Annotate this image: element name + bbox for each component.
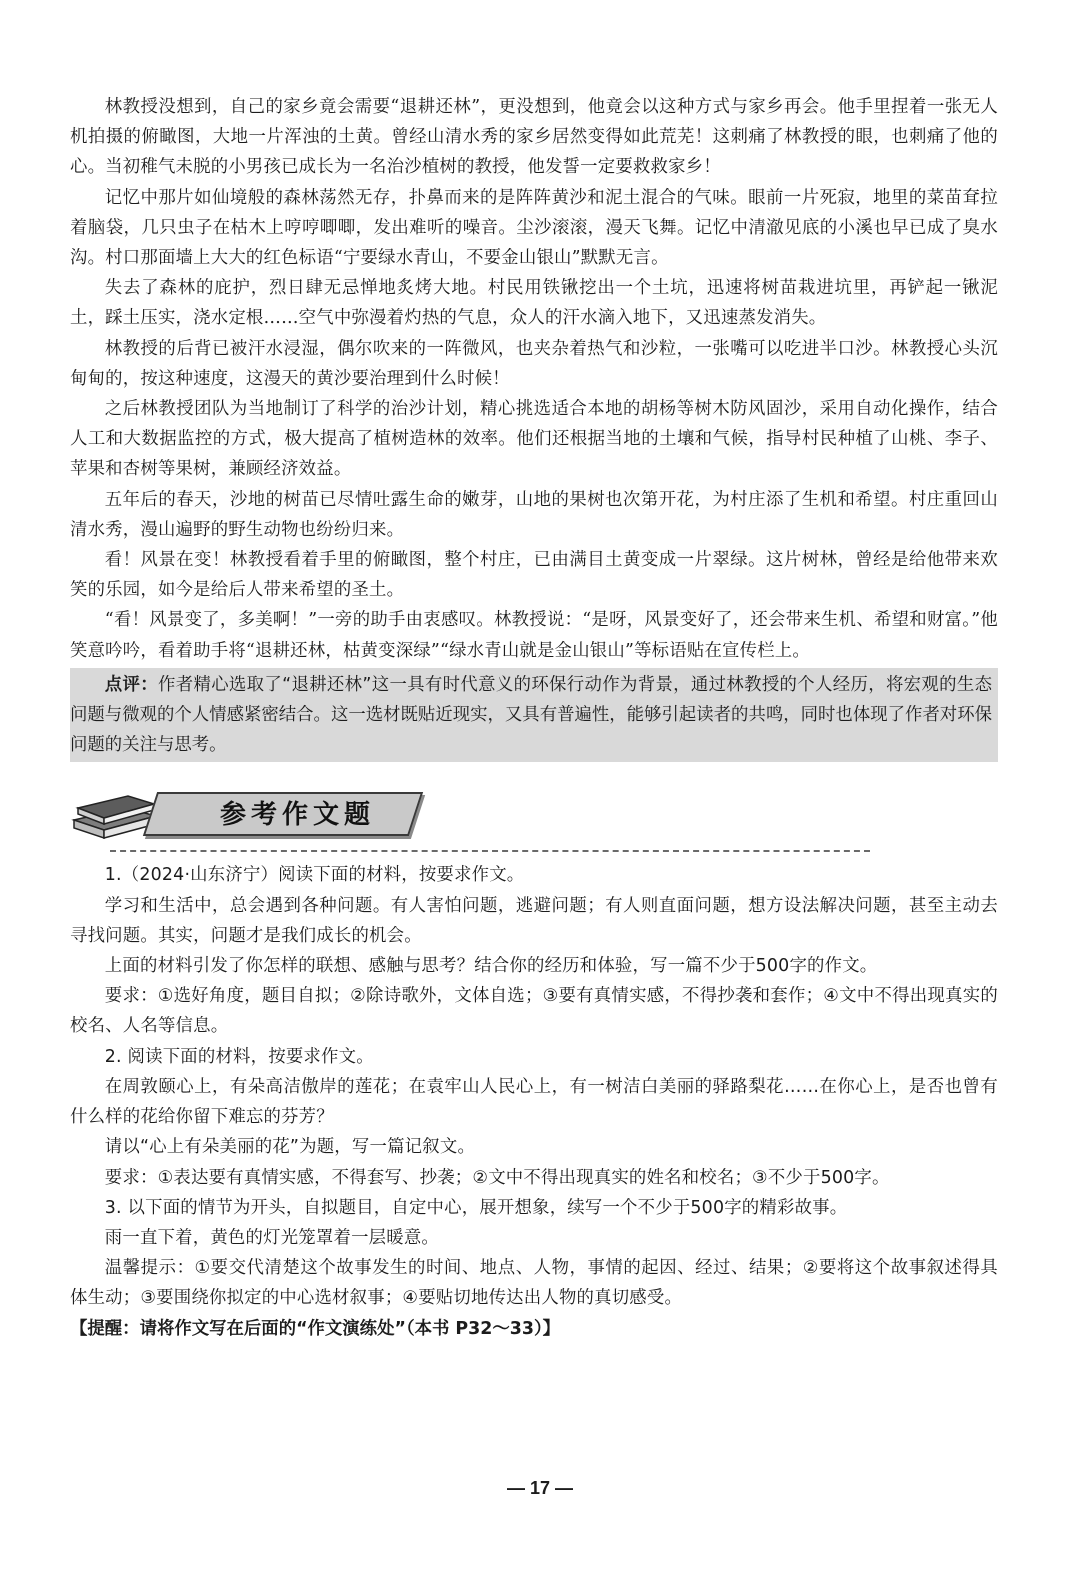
- comment-text: 作者精心选取了“退耕还林”这一具有时代意义的环保行动作为背景，通过林教授的个人经历，将宏观的生态问题与微观的个人情感紧密结合。这一选材既贴近现实，又具有普遍性，能够引起读者的共鸣，同时也体现了作者对环保问题的关注与思考。: [70, 674, 992, 756]
- question-item: 在周敦颐心上，有朵高洁傲岸的莲花；在袁牢山人民心上，有一树洁白美丽的驿路梨花……在你心上，是否也曾有什么样的花给你留下难忘的芬芳？: [70, 1076, 998, 1128]
- essay-paragraph: 五年后的春天，沙地的树苗已尽情吐露生命的嫩芽，山地的果树也次第开花，为村庄添了生机和希望。村庄重回山清水秀，漫山遍野的野生动物也纷纷归来。: [70, 489, 998, 540]
- question-item: 3. 以下面的情节为开头，自拟题目，自定中心，展开想象，续写一个不少于500字的精彩故事。: [104, 1197, 848, 1218]
- question-item: 上面的材料引发了你怎样的联想、感触与思考？结合你的经历和体验，写一篇不少于500字的作文。: [104, 956, 878, 977]
- question-item: 学习和生活中，总会遇到各种问题。有人害怕问题，逃避问题；有人则直面问题，想方设法解决问题，甚至主动去寻找问题。其实，问题才是我们成长的机会。: [70, 895, 998, 946]
- essay: [70, 92, 998, 666]
- question-item: 1.（2024·山东济宁）阅读下面的材料，按要求作文。: [104, 865, 525, 886]
- questions: [70, 860, 998, 1313]
- essay-paragraph: 之后林教授团队为当地制订了科学的治沙计划，精心挑选适合本地的胡杨等树木防风固沙，采用自动化操作，结合人工和大数据监控的方式，极大提高了植树造林的效率。他们还根据当地的土壤和气候，指导村民种植了山桃、李子、苹果和杏树等果树，兼顾经济效益。: [70, 399, 998, 480]
- question-item: 要求：①选好角度，题目自拟；②除诗歌外，文体自选；③要有真情实感，不得抄袭和套作；④文中不得出现真实的校名、人名等信息。: [70, 986, 998, 1037]
- question-item: 请以“心上有朵美丽的花”为题，写一篇记叙文。: [104, 1137, 476, 1158]
- reminder-note: 【提醒：请将作文写在后面的“作文演练处”（本书 P32～33）】: [70, 1318, 561, 1339]
- section-title: 参考作文题: [220, 800, 376, 831]
- dashed-divider: [110, 850, 870, 852]
- essay-paragraph: 林教授的后背已被汗水浸湿，偶尔吹来的一阵微风，也夹杂着热气和沙粒，一张嘴可以吃进半口沙。林教授心头沉甸甸的，按这种速度，这漫天的黄沙要治理到什么时候！: [70, 338, 998, 389]
- question-item: 温馨提示：①要交代清楚这个故事发生的时间、地点、人物，事情的起因、经过、结果；②要将这个故事叙述得具体生动；③要围绕你拟定的中心选材叙事；④要贴切地传达出人物的真切感受。: [70, 1258, 998, 1309]
- page-number: — 17 —: [506, 1478, 574, 1498]
- question-item: 要求：①表达要有真情实感，不得套写、抄袭；②文中不得出现真实的姓名和校名；③不少于500字。: [104, 1167, 890, 1188]
- essay-paragraph: 记忆中那片如仙境般的森林荡然无存，扑鼻而来的是阵阵黄沙和泥土混合的气味。眼前一片死寂，地里的菜苗耷拉着脑袋，几只虫子在枯木上哼哼唧唧，发出难听的噪音。尘沙滚滚，漫天飞舞。记忆中清澈见底的小溪也早已成了臭水沟。村口那面墙上大大的红色标语“宁要绿水青山，不要金山银山”默默无言。: [70, 187, 998, 269]
- essay-paragraph: “看！风景变了，多美啊！”一旁的助手由衷感叹。林教授说：“是呀，风景变好了，还会带来生机、希望和财富。”他笑意吟吟，看着助手将“退耕还林，枯黄变深绿”“绿水青山就是金山银山”等标语贴在宣传栏上。: [70, 610, 998, 661]
- question-item: 2. 阅读下面的材料，按要求作文。: [104, 1046, 374, 1067]
- comment-label: 点评：: [104, 674, 158, 695]
- page-content: [70, 92, 998, 1344]
- essay-paragraph: 林教授没想到，自己的家乡竟会需要“退耕还林”，更没想到，他竟会以这种方式与家乡再会。他手里捏着一张无人机拍摄的俯瞰图，大地一片浑浊的土黄。曾经山清水秀的家乡居然变得如此荒芜！这刺痛了林教授的眼，也刺痛了他的心。当初稚气未脱的小男孩已成长为一名治沙植树的教授，他发誓一定要救救家乡！: [70, 97, 998, 178]
- comment-box: [70, 668, 998, 763]
- essay-paragraph: 失去了森林的庇护，烈日肆无忌惮地炙烤大地。村民用铁锹挖出一个土坑，迅速将树苗栽进坑里，再铲起一锹泥土，踩土压实，浇水定根……空气中弥漫着灼热的气息，众人的汗水滴入地下，又迅速蒸发消失。: [70, 278, 998, 329]
- question-item: 雨一直下着，黄色的灯光笼罩着一层暖意。: [104, 1227, 440, 1248]
- section-banner: [70, 782, 998, 844]
- essay-paragraph: 看！风景在变！林教授看着手里的俯瞰图，整个村庄，已由满目土黄变成一片翠绿。这片树林，曾经是给他带来欢笑的乐园，如今是给后人带来希望的圣土。: [70, 550, 998, 601]
